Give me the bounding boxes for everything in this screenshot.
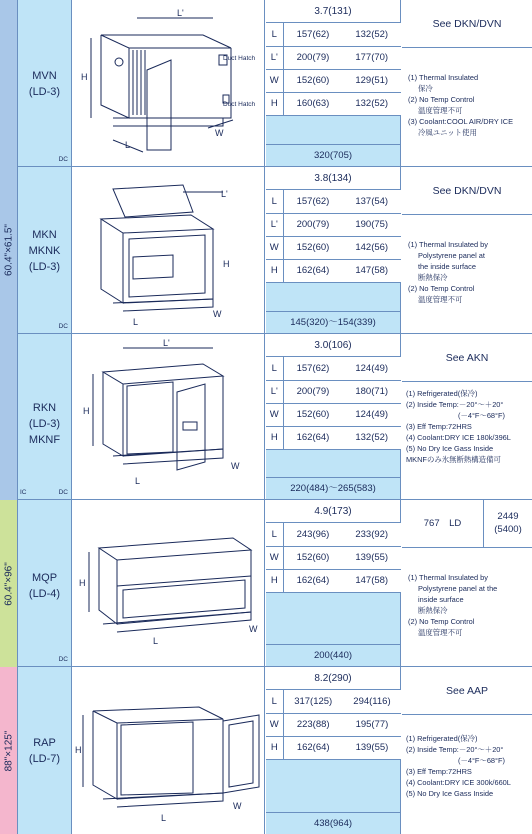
container-row-rap bbox=[18, 667, 532, 834]
container-row-mkn bbox=[18, 167, 532, 334]
dimension-table bbox=[266, 334, 401, 499]
size-band-label: 88"×125" bbox=[3, 730, 14, 771]
see-reference: See AKN bbox=[402, 334, 532, 382]
info-cell bbox=[402, 500, 532, 666]
table-row: W 152(60) 124(49) bbox=[266, 403, 401, 426]
container-row-mvn bbox=[18, 0, 532, 167]
size-band-label: 60.4"×96" bbox=[3, 561, 14, 606]
aircraft-type: 767 LD bbox=[402, 500, 484, 548]
table-row: H 160(63) 132(52) bbox=[266, 92, 401, 115]
weight-value: 438(964) bbox=[266, 812, 400, 834]
duct-hatch-label: Duct Hatch bbox=[223, 101, 256, 108]
table-row: H 162(64) 147(58) bbox=[266, 569, 401, 592]
dc-mark: DC bbox=[58, 156, 68, 163]
table-row: H 162(64) 147(58) bbox=[266, 259, 401, 282]
rap-drawing bbox=[73, 667, 265, 834]
table-row: L 317(125) 294(116) bbox=[266, 690, 401, 713]
volume-value: 3.7(131) bbox=[266, 0, 400, 23]
notes-list: (1) Thermal Insulated by Polystyrene panel at the inside surface 断熱保冷 (2) No Temp Control 温度管理不可 bbox=[408, 573, 498, 637]
container-code: MKNK bbox=[28, 245, 61, 257]
weight-value: 320(705) bbox=[266, 144, 400, 166]
size-band-label: 60.4"×61.5" bbox=[3, 224, 14, 276]
volume-value: 3.0(106) bbox=[266, 334, 400, 357]
weight-value: 220(484)～265(583) bbox=[266, 477, 400, 499]
container-illustration bbox=[73, 0, 265, 166]
table-row: L 157(62) 124(49) bbox=[266, 357, 401, 380]
container-code: MKN bbox=[32, 229, 57, 241]
dc-mark: DC bbox=[58, 323, 68, 330]
dimension-table bbox=[266, 667, 401, 834]
dim-label-l: L bbox=[135, 476, 141, 486]
rkn-drawing bbox=[73, 334, 265, 500]
dimension-table bbox=[266, 0, 401, 166]
table-row: W 223(88) 195(77) bbox=[266, 713, 401, 736]
container-row-rkn bbox=[18, 334, 532, 500]
dim-label-w: W bbox=[213, 309, 222, 319]
table-row: L' 200(79) 180(71) bbox=[266, 380, 401, 403]
table-row: H 162(64) 139(55) bbox=[266, 736, 401, 759]
container-illustration bbox=[73, 667, 265, 834]
container-type: (LD-3) bbox=[28, 86, 61, 98]
notes-list: (1) Refrigerated(保冷) (2) Inside Temp:－20°～＋20° (－4°F～68°F) (3) Eff Temp:72HRS (4) Coolant:DRY ICE 180k/396L (5) No Dry Ice Gass Inside MKNFのみ氷無断熱構造備可 bbox=[406, 389, 511, 464]
max-gross-weight: 2449 (5400) bbox=[494, 511, 522, 535]
dim-label-lprime: L' bbox=[221, 189, 228, 199]
notes-list: (1) Thermal Insulated by Polystyrene panel at the inside surface 断熱保冷 (2) No Temp Control 温度管理不可 bbox=[408, 240, 488, 304]
see-reference: See AAP bbox=[402, 667, 532, 715]
dim-label-lprime: L' bbox=[163, 338, 170, 348]
dim-label-h: H bbox=[81, 72, 88, 82]
size-band-2 bbox=[0, 500, 18, 667]
container-type: (LD-3) bbox=[28, 261, 61, 273]
dim-label-l: L bbox=[161, 813, 167, 823]
notes-list: (1) Refrigerated(保冷) (2) Inside Temp:－20°～＋20° (－4°F～68°F) (3) Eff Temp:72HRS (4) Coolant:DRY ICE 300k/660L (5) No Dry Ice Gass Inside bbox=[406, 734, 511, 798]
dim-label-l: L bbox=[153, 636, 159, 646]
dim-label-w: W bbox=[249, 624, 258, 634]
mvn-drawing bbox=[73, 0, 265, 167]
info-cell bbox=[402, 167, 532, 333]
dc-mark: DC bbox=[58, 489, 68, 496]
table-row: L' 200(79) 190(75) bbox=[266, 213, 401, 236]
size-band-3 bbox=[0, 667, 18, 834]
dc-mark: DC bbox=[58, 656, 68, 663]
aircraft-load-row bbox=[402, 500, 532, 548]
mqp-drawing bbox=[73, 500, 265, 667]
container-name-cell bbox=[18, 500, 72, 666]
table-row: L 157(62) 132(52) bbox=[266, 23, 401, 46]
mkn-drawing bbox=[73, 167, 265, 334]
info-cell bbox=[402, 334, 532, 499]
table-row: W 152(60) 139(55) bbox=[266, 546, 401, 569]
dim-label-w: W bbox=[215, 128, 224, 138]
dim-label-h: H bbox=[83, 406, 90, 416]
container-code: RKN bbox=[32, 402, 57, 414]
see-reference: See DKN/DVN bbox=[402, 0, 532, 48]
weight-value: 145(320)～154(339) bbox=[266, 311, 400, 333]
container-code: RAP bbox=[33, 737, 56, 749]
volume-value: 4.9(173) bbox=[266, 500, 400, 523]
container-type: (LD-3) bbox=[28, 418, 61, 430]
dim-label-w: W bbox=[231, 461, 240, 471]
container-row-mqp bbox=[18, 500, 532, 667]
table-row: L 243(96) 233(92) bbox=[266, 523, 401, 546]
dimension-table bbox=[266, 500, 401, 666]
container-illustration bbox=[73, 500, 265, 666]
dim-label-l: L bbox=[133, 317, 139, 327]
volume-value: 8.2(290) bbox=[266, 667, 400, 690]
info-cell bbox=[402, 0, 532, 166]
dimension-table bbox=[266, 167, 401, 333]
container-type: (LD-4) bbox=[28, 588, 61, 600]
container-type: (LD-7) bbox=[28, 753, 61, 765]
table-row: H 162(64) 132(52) bbox=[266, 426, 401, 449]
container-code: MVN bbox=[32, 70, 57, 82]
container-name-cell bbox=[18, 334, 72, 499]
table-row: L' 200(79) 177(70) bbox=[266, 46, 401, 69]
container-illustration bbox=[73, 334, 265, 499]
weight-value: 200(440) bbox=[266, 644, 400, 666]
info-cell bbox=[402, 667, 532, 834]
dim-label-h: H bbox=[79, 578, 86, 588]
table-row: W 152(60) 129(51) bbox=[266, 69, 401, 92]
container-illustration bbox=[73, 167, 265, 333]
dim-label-h: H bbox=[75, 745, 82, 755]
container-name-cell bbox=[18, 667, 72, 834]
dim-label-l: L bbox=[125, 140, 131, 150]
container-name-cell bbox=[18, 0, 72, 166]
table-row: L 157(62) 137(54) bbox=[266, 190, 401, 213]
notes-list: (1) Thermal Insulated 保冷 (2) No Temp Control 温度管理不可 (3) Coolant:COOL AIR/DRY ICE 冷風ユニット使用 bbox=[408, 73, 514, 137]
volume-value: 3.8(134) bbox=[266, 167, 400, 190]
dim-label-lprime: L' bbox=[177, 8, 184, 18]
ic-mark: IC bbox=[20, 489, 27, 496]
see-reference: See DKN/DVN bbox=[402, 167, 532, 215]
container-code: MKNF bbox=[28, 434, 61, 446]
size-band-1 bbox=[0, 0, 18, 500]
container-name-cell bbox=[18, 167, 72, 333]
container-code: MQP bbox=[31, 572, 58, 584]
duct-hatch-label: Duct Hatch bbox=[223, 55, 256, 62]
dim-label-w: W bbox=[233, 801, 242, 811]
table-row: W 152(60) 142(56) bbox=[266, 236, 401, 259]
dim-label-h: H bbox=[223, 259, 230, 269]
